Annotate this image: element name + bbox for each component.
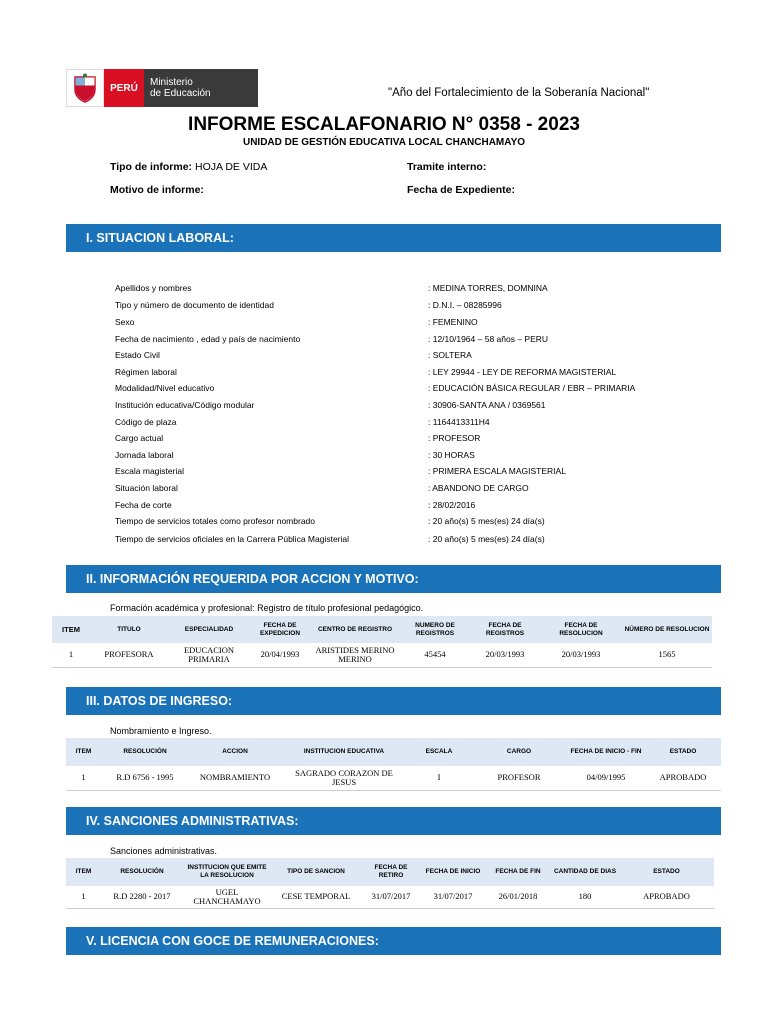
ingreso-table (66, 738, 721, 791)
table-header: ITEM (66, 858, 101, 886)
info-row-nacimiento (115, 334, 715, 346)
info-row-cargo (115, 433, 715, 445)
info-row-jornada (115, 450, 715, 462)
table-cell: NOMBRAMIENTO (189, 766, 281, 790)
table-header: RESOLUCIÓN (101, 738, 189, 766)
table-header: FECHA DE RESOLUCION (540, 616, 622, 643)
logo-ministry-line1: Ministerio (150, 77, 193, 88)
table-header-row (66, 858, 714, 886)
tipo-informe-label: Tipo de informe: (110, 161, 193, 173)
tipo-informe (110, 161, 267, 173)
section-sanciones: IV. SANCIONES ADMINISTRATIVAS: (66, 807, 721, 835)
table-header: TITULO (90, 616, 168, 643)
table-cell: R.D 2280 - 2017 (101, 886, 183, 908)
table-header: NÚMERO DE RESOLUCION (622, 616, 712, 643)
table-cell: I (407, 766, 471, 790)
info-value: : 12/10/1964 – 58 años – PERU (428, 334, 549, 344)
table-header: CENTRO DE REGISTRO (310, 616, 400, 643)
table-header: ESPECIALIDAD (168, 616, 250, 643)
info-row-apellidos (115, 283, 715, 295)
info-label: Sexo (115, 317, 135, 327)
table-header: INSTITUCION QUE EMITE LA RESOLUCION (183, 858, 271, 886)
info-row-institucion (115, 400, 715, 412)
info-value: : PROFESOR (428, 433, 481, 443)
table-header: RESOLUCIÓN (101, 858, 183, 886)
table-cell: ARISTIDES MERINO MERINO (310, 643, 400, 667)
info-value: : 30 HORAS (428, 450, 475, 460)
info-value: : EDUCACIÓN BÁSICA REGULAR / EBR – PRIMARIA (428, 383, 636, 393)
info-value: : 28/02/2016 (428, 500, 476, 510)
table-cell: 20/03/1993 (540, 643, 622, 667)
motivo-informe-label: Motivo de informe: (110, 184, 204, 196)
section-informacion-requerida: II. INFORMACIÓN REQUERIDA POR ACCION Y MOTIVO: (66, 565, 721, 593)
info-value: : D.N.I. – 08285996 (428, 300, 502, 310)
info-label: Régimen laboral (115, 367, 177, 377)
info-value: : 30906-SANTA ANA / 0369561 (428, 400, 546, 410)
info-label: Apellidos y nombres (115, 283, 192, 293)
info-value: : 20 año(s) 5 mes(es) 24 día(s) (428, 516, 545, 526)
table-header: TIPO DE SANCION (271, 858, 361, 886)
section-datos-ingreso: III. DATOS DE INGRESO: (66, 687, 721, 715)
info-row-escala (115, 466, 715, 478)
table-cell: 20/04/1993 (250, 643, 310, 667)
table-cell: R.D 6756 - 1995 (101, 766, 189, 790)
table-header: FECHA DE RETIRO (361, 858, 421, 886)
year-motto: "Año del Fortalecimiento de la Soberanía Nacional" (388, 87, 650, 99)
table-header-row (66, 738, 721, 766)
info-value: : MEDINA TORRES, DOMNINA (428, 283, 548, 293)
table-cell: 1 (66, 766, 101, 790)
motivo-informe (110, 184, 204, 196)
table-cell: PROFESOR (471, 766, 567, 790)
table-header: ITEM (66, 738, 101, 766)
report-subtitle: UNIDAD DE GESTIÓN EDUCATIVA LOCAL CHANCHAMAYO (242, 137, 526, 148)
info-row-tiempo-total (115, 516, 715, 528)
info-row-documento (115, 300, 715, 312)
info-value: : PRIMERA ESCALA MAGISTERIAL (428, 466, 566, 476)
info-value: : ABANDONO DE CARGO (428, 483, 529, 493)
fecha-expediente-label: Fecha de Expediente: (407, 184, 515, 196)
info-label: Fecha de nacimiento , edad y país de nacimiento (115, 334, 301, 344)
table-cell: 1 (66, 886, 101, 908)
table-header: ITEM (52, 616, 90, 643)
info-label: Tiempo de servicios totales como profesor nombrado (115, 516, 315, 526)
table-cell: 31/07/2017 (421, 886, 485, 908)
table-header: FECHA DE INICIO (421, 858, 485, 886)
report-title: INFORME ESCALAFONARIO N° 0358 - 2023 (188, 114, 580, 135)
table-cell: EDUCACION PRIMARIA (168, 643, 250, 667)
table-row (66, 766, 721, 790)
table-cell: 31/07/2017 (361, 886, 421, 908)
table-header: ESTADO (645, 738, 721, 766)
info-value: : 1164413311H4 (428, 417, 490, 427)
table-header: ESCALA (407, 738, 471, 766)
info-row-situacion (115, 483, 715, 495)
tipo-informe-value: HOJA DE VIDA (194, 161, 268, 173)
info-value: : 20 año(s) 5 mes(es) 24 día(s) (428, 534, 545, 544)
table-cell: 04/09/1995 (567, 766, 645, 790)
formacion-caption: Formación académica y profesional: Registro de título profesional pedagógico. (110, 603, 424, 613)
table-header: FECHA DE EXPEDICION (250, 616, 310, 643)
table-cell: UGEL CHANCHAMAYO (183, 886, 271, 908)
info-label: Situación laboral (115, 483, 178, 493)
info-row-sexo (115, 317, 715, 329)
table-cell: PROFESORA (90, 643, 168, 667)
info-label: Estado Civil (115, 350, 160, 360)
info-label: Código de plaza (115, 417, 177, 427)
table-header: ACCION (189, 738, 281, 766)
section-situacion-laboral: I. SITUACION LABORAL: (66, 224, 721, 252)
logo-country: PERÚ (104, 69, 144, 107)
info-label: Tiempo de servicios oficiales en la Carrera Pública Magisterial (115, 534, 350, 544)
info-value: : FEMENINO (428, 317, 478, 327)
table-cell: 26/01/2018 (485, 886, 551, 908)
info-row-modalidad (115, 383, 715, 395)
peru-shield-icon (66, 69, 104, 107)
info-row-tiempo-carrera (115, 534, 715, 546)
info-label: Jornada laboral (115, 450, 174, 460)
table-cell: 1 (52, 643, 90, 667)
info-row-plaza (115, 417, 715, 429)
table-cell: APROBADO (645, 766, 721, 790)
table-header: INSTITUCION EDUCATIVA (281, 738, 407, 766)
table-header: CANTIDAD DE DIAS (551, 858, 619, 886)
fecha-expediente (407, 184, 515, 196)
table-header: ESTADO (619, 858, 714, 886)
sanciones-table (66, 858, 714, 909)
tramite-interno-label: Tramite interno: (407, 161, 487, 173)
formacion-table (52, 616, 712, 668)
info-value: : LEY 29944 - LEY DE REFORMA MAGISTERIAL (428, 367, 617, 377)
table-row (66, 886, 714, 908)
section-licencia: V. LICENCIA CON GOCE DE REMUNERACIONES: (66, 927, 721, 955)
table-cell: 180 (551, 886, 619, 908)
info-row-estado-civil (115, 350, 715, 362)
info-value: : SOLTERA (428, 350, 472, 360)
logo-ministry-line2: de Educación (150, 88, 211, 99)
table-header: CARGO (471, 738, 567, 766)
table-header-row (52, 616, 712, 643)
table-header: FECHA DE FIN (485, 858, 551, 886)
ingreso-caption: Nombramiento e Ingreso. (110, 726, 212, 736)
table-header: FECHA DE INICIO - FIN (567, 738, 645, 766)
info-label: Fecha de corte (115, 500, 172, 510)
table-cell: 20/03/1993 (470, 643, 540, 667)
info-row-regimen (115, 367, 715, 379)
table-row (52, 643, 712, 667)
info-label: Cargo actual (115, 433, 164, 443)
table-cell: CESE TEMPORAL (271, 886, 361, 908)
info-label: Escala magisterial (115, 466, 184, 476)
minedu-logo (66, 69, 258, 107)
sanciones-caption: Sanciones administrativas. (110, 846, 218, 856)
table-cell: SAGRADO CORAZON DE JESUS (281, 766, 407, 790)
info-label: Tipo y número de documento de identidad (115, 300, 274, 310)
tramite-interno (407, 161, 486, 173)
table-cell: APROBADO (619, 886, 714, 908)
info-label: Modalidad/Nivel educativo (115, 383, 215, 393)
logo-ministry (144, 69, 258, 107)
table-cell: 1565 (622, 643, 712, 667)
table-cell: 45454 (400, 643, 470, 667)
info-label: Institución educativa/Código modular (115, 400, 255, 410)
info-row-fecha-corte (115, 500, 715, 512)
table-header: FECHA DE REGISTROS (470, 616, 540, 643)
table-header: NUMERO DE REGISTROS (400, 616, 470, 643)
